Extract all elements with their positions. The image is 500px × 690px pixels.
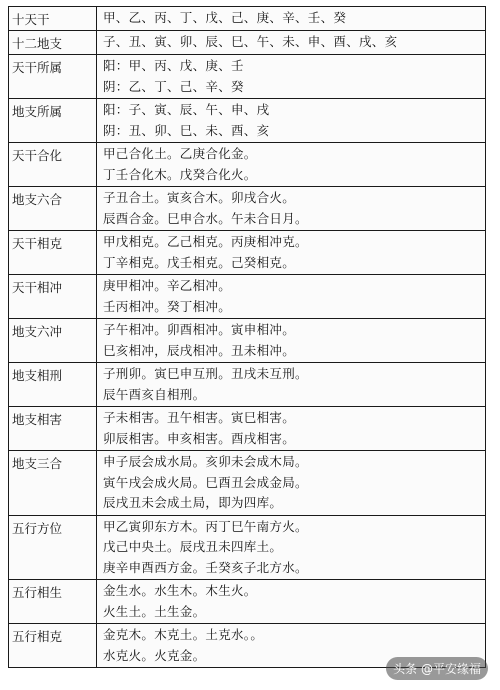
content-line: 甲戊相克。乙己相克。丙庚相冲克。 xyxy=(103,234,308,249)
table-row xyxy=(9,363,485,407)
content-line: 阴：乙、丁、己、辛、癸 xyxy=(103,78,244,94)
content-line: 金生水。水生木。木生火。 xyxy=(103,583,257,598)
content-line: 甲、乙、丙、丁、戊、己、庚、辛、壬、癸 xyxy=(103,10,347,25)
content-line: 丁辛相克。戊壬相克。己癸相克。 xyxy=(103,254,296,270)
row-content xyxy=(97,451,485,515)
row-content xyxy=(97,231,485,274)
row-label: 天干相冲 xyxy=(9,275,97,318)
content-line: 火生土。土生金。 xyxy=(103,603,206,619)
row-label: 五行相生 xyxy=(9,580,97,623)
table-row xyxy=(9,187,485,231)
table-row xyxy=(9,7,485,31)
table-row xyxy=(9,407,485,451)
row-label: 十二地支 xyxy=(9,31,97,54)
row-content xyxy=(97,516,485,580)
content-line: 子午相冲。卯酉相冲。寅申相冲。 xyxy=(103,322,296,337)
content-line: 甲乙寅卯东方木。丙丁巳午南方火。 xyxy=(103,518,308,534)
table-row xyxy=(9,99,485,143)
row-label: 天干所属 xyxy=(9,55,97,98)
table-row xyxy=(9,143,485,187)
table-row xyxy=(9,55,485,99)
content-line: 庚辛申酉西方金。壬癸亥子北方水。 xyxy=(103,559,308,575)
row-label: 地支相刑 xyxy=(9,363,97,406)
content-line: 水克火。火克金。 xyxy=(103,647,206,663)
row-content xyxy=(97,407,485,450)
content-line: 寅午戌会成火局。巳酉丑会成金局。 xyxy=(103,474,308,490)
content-line: 子、丑、寅、卯、辰、巳、午、未、申、酉、戌、亥 xyxy=(103,34,398,49)
row-content xyxy=(97,55,485,98)
row-label: 天干合化 xyxy=(9,143,97,186)
content-line: 阳：子、寅、辰、午、申、戌 xyxy=(103,102,270,117)
content-line: 阴：丑、卯、巳、未、酉、亥 xyxy=(103,122,270,138)
row-label: 地支相害 xyxy=(9,407,97,450)
row-content xyxy=(97,187,485,230)
row-label: 地支六合 xyxy=(9,187,97,230)
content-line: 巳亥相冲，辰戌相冲。丑未相冲。 xyxy=(103,342,296,358)
row-label: 天干相克 xyxy=(9,231,97,274)
row-content xyxy=(97,580,485,623)
table-row xyxy=(9,319,485,363)
content-line: 卯辰相害。申亥相害。酉戌相害。 xyxy=(103,430,296,446)
table-row xyxy=(9,275,485,319)
row-content xyxy=(97,363,485,406)
table-row xyxy=(9,231,485,275)
row-label: 五行相克 xyxy=(9,624,97,667)
row-content xyxy=(97,7,485,30)
content-line: 申子辰会成水局。亥卯未会成木局。 xyxy=(103,454,308,469)
row-content xyxy=(97,143,485,186)
content-line: 子未相害。丑午相害。寅巳相害。 xyxy=(103,410,296,425)
content-line: 阳：甲、丙、戊、庚、壬 xyxy=(103,58,244,73)
row-content xyxy=(97,319,485,362)
content-line: 子丑合土。寅亥合木。卯戌合火。 xyxy=(103,190,296,205)
watermark xyxy=(386,657,488,680)
content-line: 辰戌丑未会成土局，即为四库。 xyxy=(103,495,283,510)
content-line: 庚甲相冲。辛乙相冲。 xyxy=(103,278,232,293)
row-label: 地支六冲 xyxy=(9,319,97,362)
watermark-text: 头条 @平安缘福 xyxy=(393,662,481,676)
row-content xyxy=(97,31,485,54)
row-content xyxy=(97,99,485,142)
content-line: 丁壬合化木。戊癸合化火。 xyxy=(103,166,257,182)
table-row xyxy=(9,451,485,516)
content-line: 壬丙相冲。癸丁相冲。 xyxy=(103,298,232,314)
table-row xyxy=(9,31,485,55)
content-line: 甲己合化土。乙庚合化金。 xyxy=(103,146,257,161)
row-label: 十天干 xyxy=(9,7,97,30)
content-line: 金克木。木克土。土克水。。 xyxy=(103,627,264,642)
row-label: 地支三合 xyxy=(9,451,97,515)
table-row xyxy=(9,580,485,624)
content-line: 子刑卯。寅巳申互刑。丑戌未互刑。 xyxy=(103,366,308,381)
content-line: 辰酉合金。巳申合水。午未合日月。 xyxy=(103,210,308,226)
content-line: 戊己中央土。辰戌丑未四库土。 xyxy=(103,539,283,554)
row-content xyxy=(97,275,485,318)
row-label: 地支所属 xyxy=(9,99,97,142)
content-line: 辰午酉亥自相刑。 xyxy=(103,386,206,402)
bazi-reference-table xyxy=(8,6,486,668)
row-label: 五行方位 xyxy=(9,516,97,580)
table-row xyxy=(9,516,485,581)
